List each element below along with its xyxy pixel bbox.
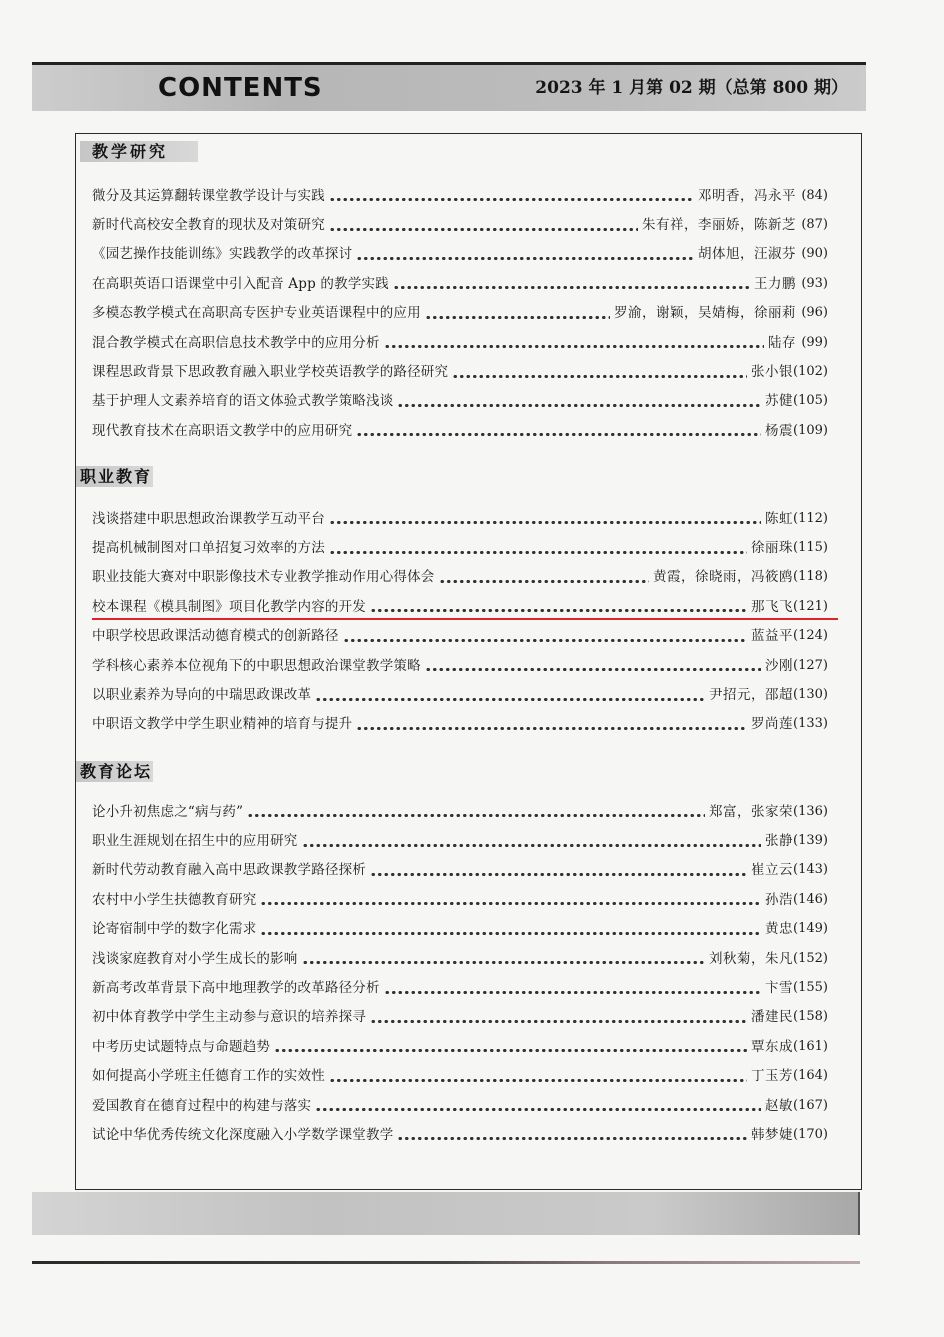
contents-title: CONTENTS [158, 73, 323, 103]
toc-entry [92, 357, 828, 386]
entry-title: 中职学校思政课活动德育模式的创新路径 [92, 628, 339, 645]
dot-leader [247, 814, 705, 817]
entry-title: 《园艺操作技能训练》实践教学的改革探讨 [92, 246, 353, 263]
footer-band [32, 1192, 860, 1235]
entry-page: (155) [793, 980, 828, 996]
dot-leader [356, 433, 761, 436]
dot-leader [425, 316, 610, 319]
entry-page: (164) [793, 1068, 828, 1084]
section-heading-vocational-education: 职业教育 [76, 466, 153, 487]
entry-title: 中考历史试题特点与命题趋势 [92, 1038, 271, 1055]
entry-page: (149) [793, 921, 828, 937]
entry-title: 浅谈搭建中职思想政治课教学互动平台 [92, 510, 325, 527]
dot-leader [329, 1079, 747, 1082]
issue-info: 2023 年 1 月第 02 期（总第 800 期） [535, 78, 848, 98]
toc-entry [92, 387, 828, 416]
section-entries-vocational-education [92, 504, 828, 739]
entry-page: (105) [793, 393, 828, 409]
entry-authors: 蓝益平 [751, 628, 794, 645]
toc-entry [92, 328, 828, 357]
entry-title: 职业技能大赛对中职影像技术专业教学推动作用心得体会 [92, 569, 435, 586]
entry-title: 新时代劳动教育融入高中思政课教学路径探析 [92, 862, 366, 879]
toc-entry [92, 1003, 828, 1032]
entry-authors: 卞雪 [765, 980, 794, 997]
entry-title: 微分及其运算翻转课堂教学设计与实践 [92, 187, 325, 204]
toc-entry [92, 563, 828, 592]
entry-page: (127) [793, 657, 828, 673]
entry-authors: 杨震 [765, 422, 794, 439]
toc-entry [92, 210, 828, 239]
entry-authors: 罗渝，谢颖，吴婧梅，徐丽莉 [614, 305, 796, 322]
entry-title: 爱国教育在德育过程中的构建与落实 [92, 1097, 312, 1114]
toc-entry [92, 416, 828, 445]
entry-title: 新高考改革背景下高中地理教学的改革路径分析 [92, 980, 380, 997]
entry-page: (115) [793, 540, 828, 556]
entry-page: (133) [793, 716, 828, 732]
entry-page: (158) [793, 1009, 828, 1025]
section-entries-teaching-research [92, 181, 828, 446]
toc-entry [92, 856, 828, 885]
entry-title: 以职业素养为导向的中瑞思政课改革 [92, 687, 312, 704]
entry-title: 基于护理人文素养培育的语文体验式教学策略浅谈 [92, 393, 394, 410]
entry-page: (161) [793, 1038, 828, 1054]
entry-authors: 丁玉芳 [751, 1068, 794, 1085]
entry-page: (139) [793, 833, 828, 849]
entry-page: (96) [801, 305, 828, 321]
entry-authors: 孙浩 [765, 891, 794, 908]
entry-authors: 陈虹 [765, 510, 794, 527]
dot-leader [315, 698, 705, 701]
dot-leader [260, 932, 761, 935]
entry-title: 混合教学模式在高职信息技术教学中的应用分析 [92, 334, 380, 351]
entry-authors: 沙刚 [765, 657, 794, 674]
entry-title: 初中体育教学中学生主动参与意识的培养探寻 [92, 1009, 366, 1026]
toc-entry [92, 797, 828, 826]
toc-entry [92, 504, 828, 533]
toc-entry [92, 269, 828, 298]
entry-page: (118) [793, 569, 828, 585]
dot-leader [274, 1049, 747, 1052]
entry-authors: 罗尚莲 [751, 716, 794, 733]
toc-entry [92, 1091, 828, 1120]
entry-authors: 崔立云 [751, 862, 794, 879]
entry-title: 如何提高小学班主任德育工作的实效性 [92, 1068, 325, 1085]
entry-authors: 郑富，张家荣 [709, 803, 794, 820]
entry-page: (112) [793, 510, 828, 526]
entry-authors: 尹招元，邵超 [709, 687, 794, 704]
entry-page: (143) [793, 862, 828, 878]
toc-entry [92, 622, 828, 651]
entry-page: (130) [793, 687, 828, 703]
toc-entry [92, 973, 828, 1002]
section-heading-education-forum: 教育论坛 [76, 761, 153, 782]
entry-page: (87) [801, 217, 828, 233]
toc-entry [92, 1032, 828, 1061]
toc-entry [92, 651, 828, 680]
entry-title: 农村中小学生扶德教育研究 [92, 891, 257, 908]
entry-title: 论小升初焦虑之“病与药” [92, 803, 244, 820]
toc-entry [92, 944, 828, 973]
entry-page: (146) [793, 891, 828, 907]
toc-entry [92, 181, 828, 210]
entry-title: 课程思政背景下思政教育融入职业学校英语教学的路径研究 [92, 364, 449, 381]
entry-authors: 刘秋菊，朱凡 [709, 950, 794, 967]
dot-leader [302, 844, 762, 847]
entry-title: 中职语文教学中学生职业精神的培育与提升 [92, 716, 353, 733]
dot-leader [384, 345, 764, 348]
dot-leader [329, 198, 694, 201]
dot-leader [397, 1137, 747, 1140]
dot-leader [393, 286, 750, 289]
entry-page: (84) [801, 187, 828, 203]
entry-authors: 张小银 [751, 364, 794, 381]
dot-leader [356, 727, 747, 730]
entry-authors: 潘建民 [751, 1009, 794, 1026]
entry-authors: 胡体旭，汪淑芬 [698, 246, 796, 263]
toc-entry [92, 915, 828, 944]
entry-title: 多模态教学模式在高职高专医护专业英语课程中的应用 [92, 305, 421, 322]
entry-page: (102) [793, 364, 828, 380]
entry-authors: 赵敏 [765, 1097, 794, 1114]
dot-leader [452, 375, 747, 378]
dot-leader [315, 1108, 761, 1111]
toc-entry [92, 533, 828, 562]
toc-entry [92, 885, 828, 914]
dot-leader [302, 961, 706, 964]
footer-rule [32, 1261, 860, 1264]
entry-authors: 韩梦婕 [751, 1126, 794, 1143]
section-entries-education-forum [92, 797, 828, 1150]
dot-leader [356, 257, 694, 260]
entry-authors: 张静 [765, 833, 794, 850]
entry-page: (152) [793, 950, 828, 966]
dot-leader [343, 639, 747, 642]
dot-leader [425, 668, 761, 671]
dot-leader [329, 521, 761, 524]
red-highlight-underline [92, 618, 838, 620]
dot-leader [370, 1020, 747, 1023]
entry-authors: 朱有祥，李丽娇，陈新芝 [642, 217, 796, 234]
entry-page: (170) [793, 1126, 828, 1142]
entry-title: 浅谈家庭教育对小学生成长的影响 [92, 950, 298, 967]
entry-page: (121) [793, 598, 828, 614]
dot-leader [260, 902, 761, 905]
dot-leader [384, 991, 761, 994]
entry-title: 校本课程《模具制图》项目化教学内容的开发 [92, 598, 366, 615]
entry-authors: 陆存 [768, 334, 796, 351]
entry-title: 学科核心素养本位视角下的中职思想政治课堂教学策略 [92, 657, 421, 674]
toc-entry [92, 680, 828, 709]
entry-title: 在高职英语口语课堂中引入配音 App 的教学实践 [92, 275, 389, 292]
entry-page: (90) [801, 246, 828, 262]
entry-title: 论寄宿制中学的数字化需求 [92, 921, 257, 938]
dot-leader [370, 609, 747, 612]
toc-entry [92, 826, 828, 855]
entry-authors: 苏健 [765, 393, 794, 410]
dot-leader [370, 873, 747, 876]
entry-page: (109) [793, 422, 828, 438]
entry-title: 现代教育技术在高职语文教学中的应用研究 [92, 422, 353, 439]
entry-page: (167) [793, 1097, 828, 1113]
dot-leader [329, 551, 747, 554]
entry-authors: 黄忠 [765, 921, 794, 938]
entry-authors: 那飞飞 [751, 598, 794, 615]
dot-leader [397, 404, 761, 407]
entry-authors: 王力鹏 [754, 275, 796, 292]
entry-page: (124) [793, 628, 828, 644]
toc-entry [92, 1062, 828, 1091]
entry-page: (136) [793, 803, 828, 819]
entry-page: (99) [801, 334, 828, 350]
dot-leader [439, 580, 650, 583]
dot-leader [329, 228, 638, 231]
entry-authors: 徐丽珠 [751, 540, 794, 557]
entry-authors: 覃东成 [751, 1038, 794, 1055]
entry-authors: 邓明香，冯永平 [698, 187, 796, 204]
toc-entry [92, 299, 828, 328]
entry-title: 提高机械制图对口单招复习效率的方法 [92, 540, 325, 557]
entry-title: 试论中华优秀传统文化深度融入小学数学课堂教学 [92, 1126, 394, 1143]
entry-title: 职业生涯规划在招生中的应用研究 [92, 833, 298, 850]
toc-entry [92, 1120, 828, 1149]
entry-page: (93) [801, 275, 828, 291]
entry-title: 新时代高校安全教育的现状及对策研究 [92, 217, 325, 234]
toc-entry [92, 240, 828, 269]
toc-entry [92, 710, 828, 739]
section-heading-teaching-research: 教学研究 [80, 141, 198, 162]
entry-authors: 黄霞，徐晓雨，冯筱鸥 [653, 569, 794, 586]
